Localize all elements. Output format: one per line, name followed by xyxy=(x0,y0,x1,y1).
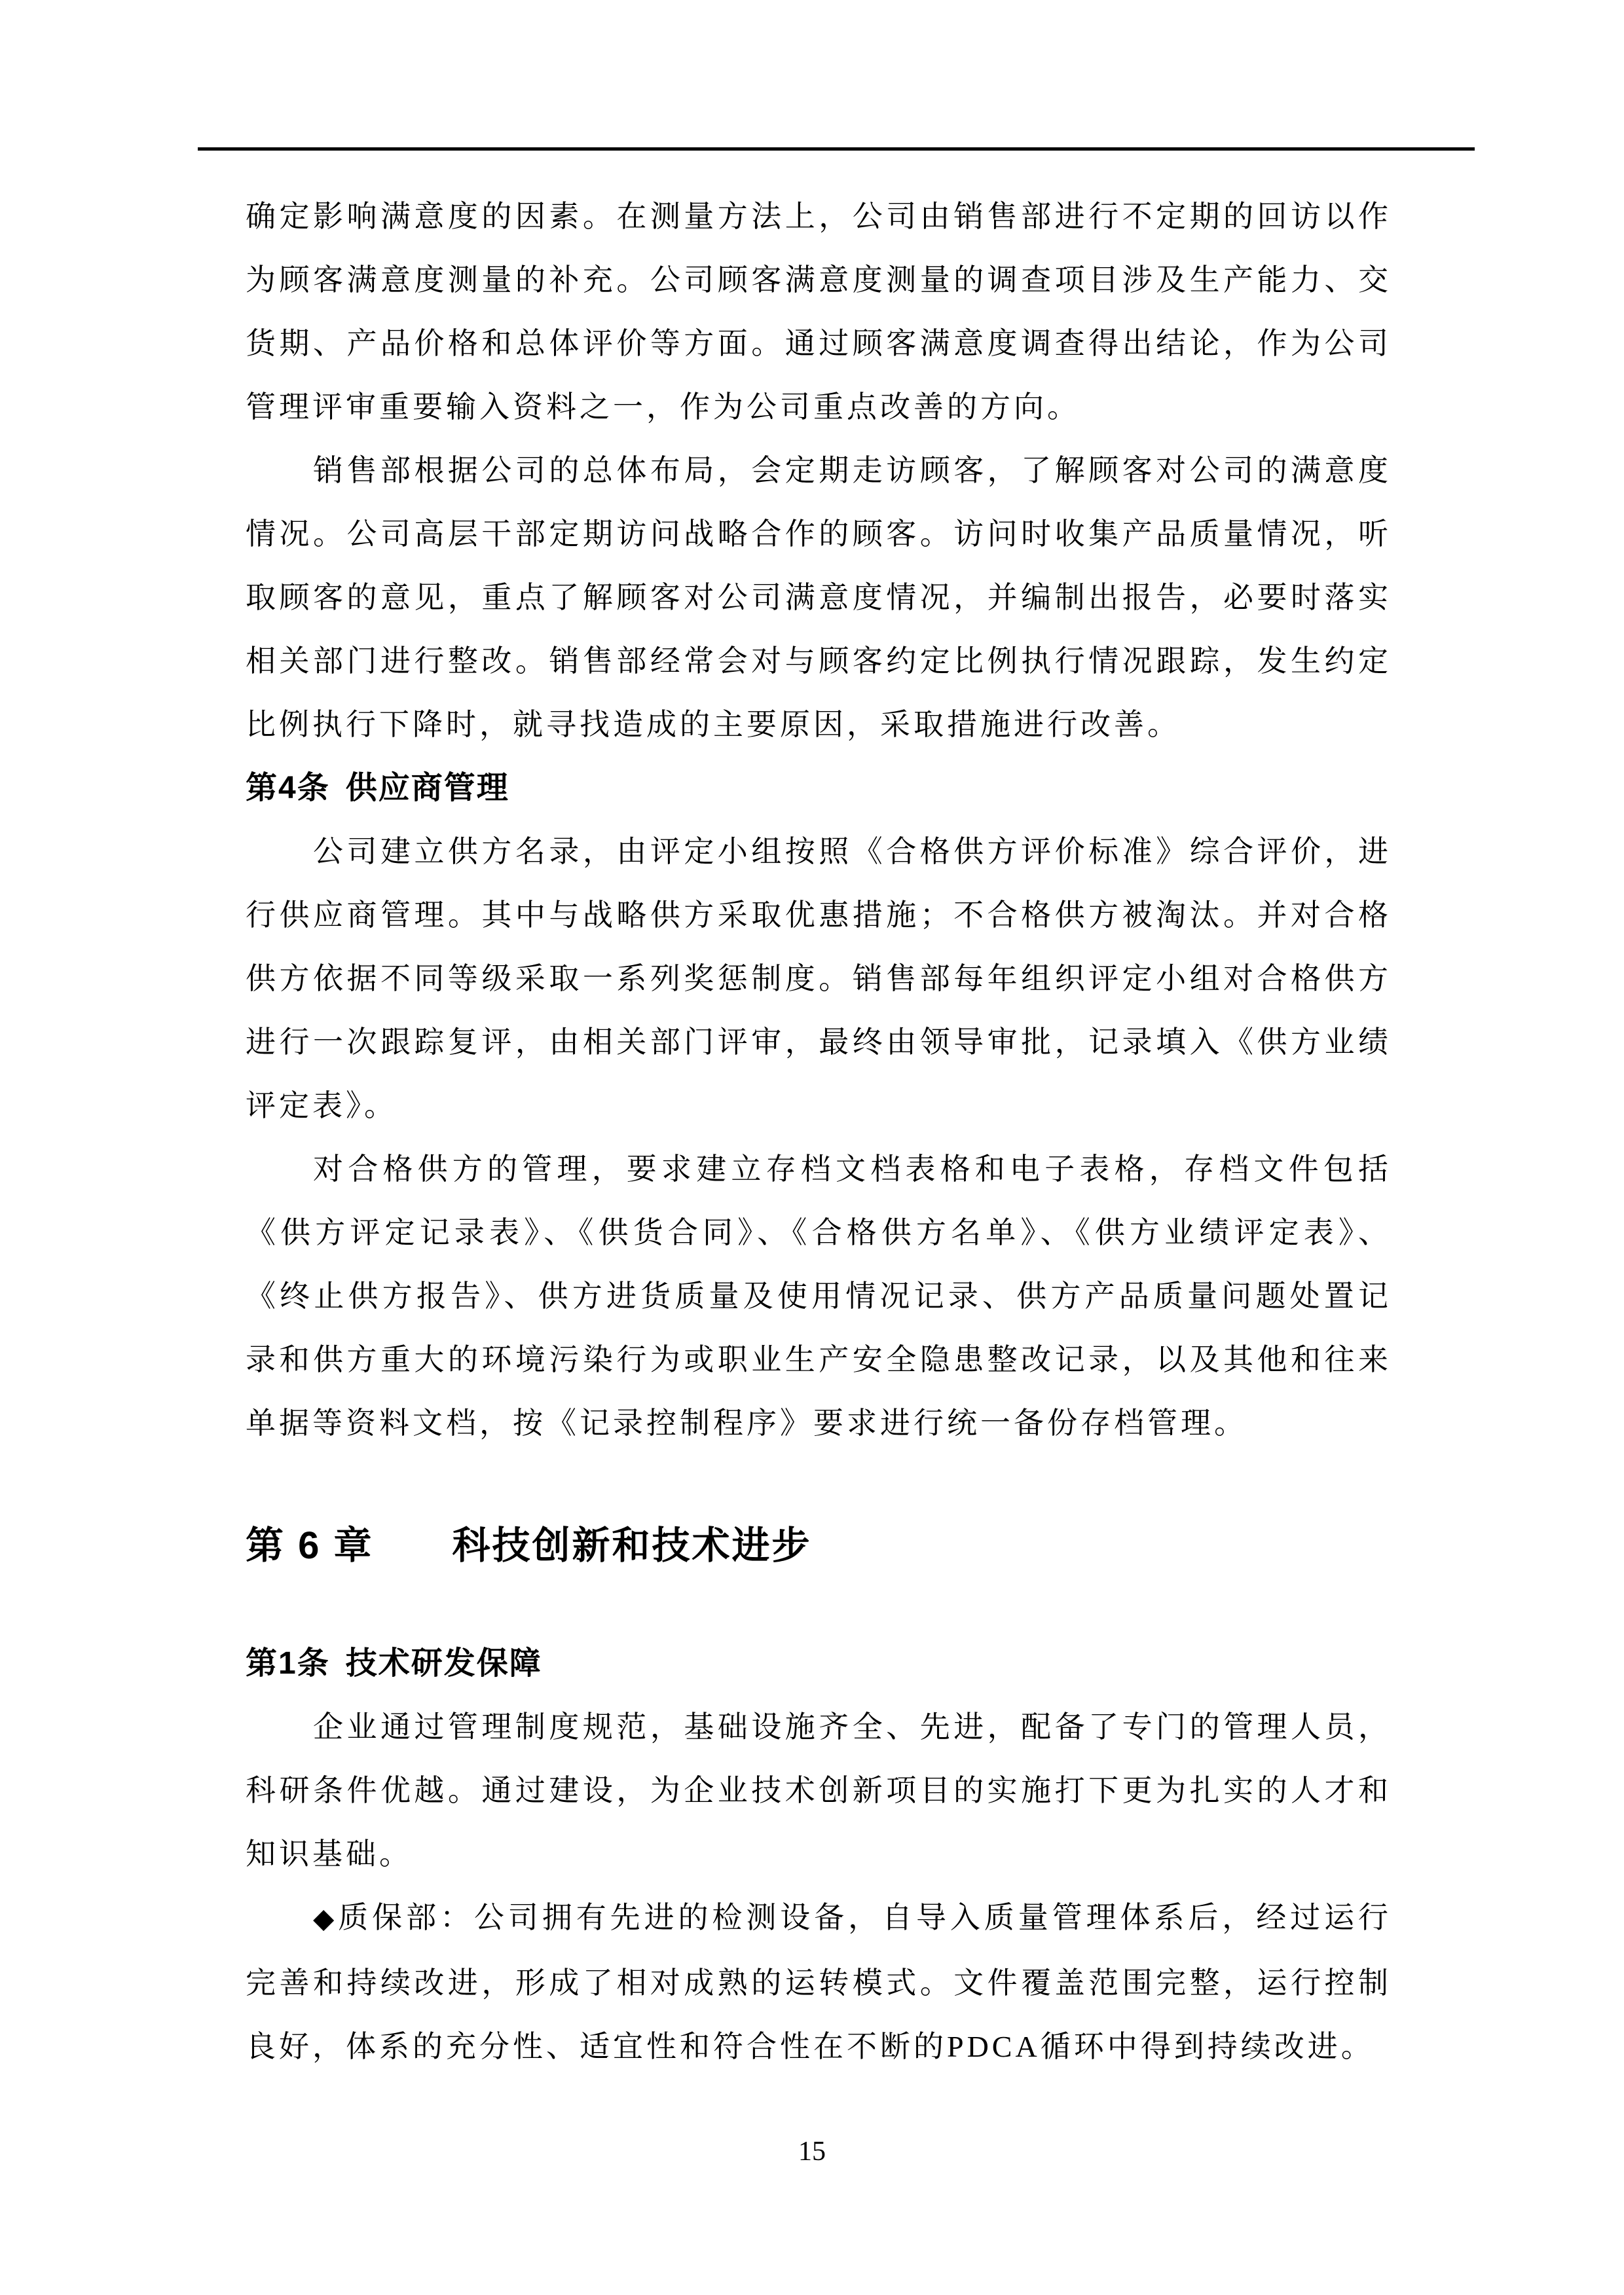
paragraph-supplier-evaluation: 公司建立供方名录，由评定小组按照《合格供方评价标准》综合评价，进行供应商管理。其中与战略供方采取优惠措施；不合格供方被淘汰。并对合格供方依据不同等级采取一系列奖惩制度。销售部每年组织评定小组对合格供方进行一次跟踪复评，由相关部门评审，最终由领导审批，记录填入《供方业绩评定表》。 xyxy=(246,835,1392,1122)
page-number: 15 xyxy=(798,2137,826,2167)
paragraph-qa-department xyxy=(246,1886,1392,2078)
section-number: 第4条 xyxy=(246,771,330,805)
paragraph-sales-visits: 销售部根据公司的总体布局，会定期走访顾客，了解顾客对公司的满意度情况。公司高层干部定期访问战略合作的顾客。访问时收集产品质量情况，听取顾客的意见，重点了解顾客对公司满意度情况，并编制出报告，必要时落实相关部门进行整改。销售部经常会对与顾客约定比例执行情况跟踪，发生约定比例执行下降时，就寻找造成的主要原因，采取措施进行改善。 xyxy=(246,454,1392,741)
section-title: 供应商管理 xyxy=(345,771,509,805)
section-heading-supplier-management xyxy=(246,756,1392,820)
paragraph-supplier-archive: 对合格供方的管理，要求建立存档文档表格和电子表格，存档文件包括《供方评定记录表》、《供货合同》、《合格供方名单》、《供方业绩评定表》、《终止供方报告》、供方进货质量及使用情况记录、供方产品质量问题处置记录和供方重大的环境污染行为或职业生产安全隐患整改记录，以及其他和往来单据等资料文档，按《记录控制程序》要求进行统一备份存档管理。 xyxy=(246,1152,1392,1440)
paragraph-qa-text: 质保部：公司拥有先进的检测设备，自导入质量管理体系后，经过运行完善和持续改进，形成了相对成熟的运转模式。文件覆盖范围完整，运行控制良好，体系的充分性、适宜性和符合性在不断的PDCA循环中得到持续改进。 xyxy=(246,1901,1392,2063)
paragraph-rnd-basis: 企业通过管理制度规范，基础设施齐全、先进，配备了专门的管理人员，科研条件优越。通过建设，为企业技术创新项目的实施打下更为扎实的人才和知识基础。 xyxy=(246,1710,1392,1871)
section-heading-rnd-guarantee xyxy=(246,1632,1392,1695)
chapter-heading-tech-innovation xyxy=(246,1506,1392,1586)
header-rule xyxy=(198,147,1475,151)
section-number: 第1条 xyxy=(246,1646,330,1681)
chapter-title: 科技创新和技术进步 xyxy=(452,1524,812,1567)
section-title: 技术研发保障 xyxy=(345,1646,542,1681)
chapter-number: 第 6 章 xyxy=(246,1524,374,1567)
paragraph-customer-satisfaction: 确定影响满意度的因素。在测量方法上，公司由销售部进行不定期的回访以作为顾客满意度测量的补充。公司顾客满意度测量的调查项目涉及生产能力、交货期、产品价格和总体评价等方面。通过顾客满意度调查得出结论，作为公司管理评审重要输入资料之一，作为公司重点改善的方向。 xyxy=(246,200,1392,424)
diamond-bullet-icon: ◆ xyxy=(313,1904,339,1934)
document-body xyxy=(246,185,1392,2078)
